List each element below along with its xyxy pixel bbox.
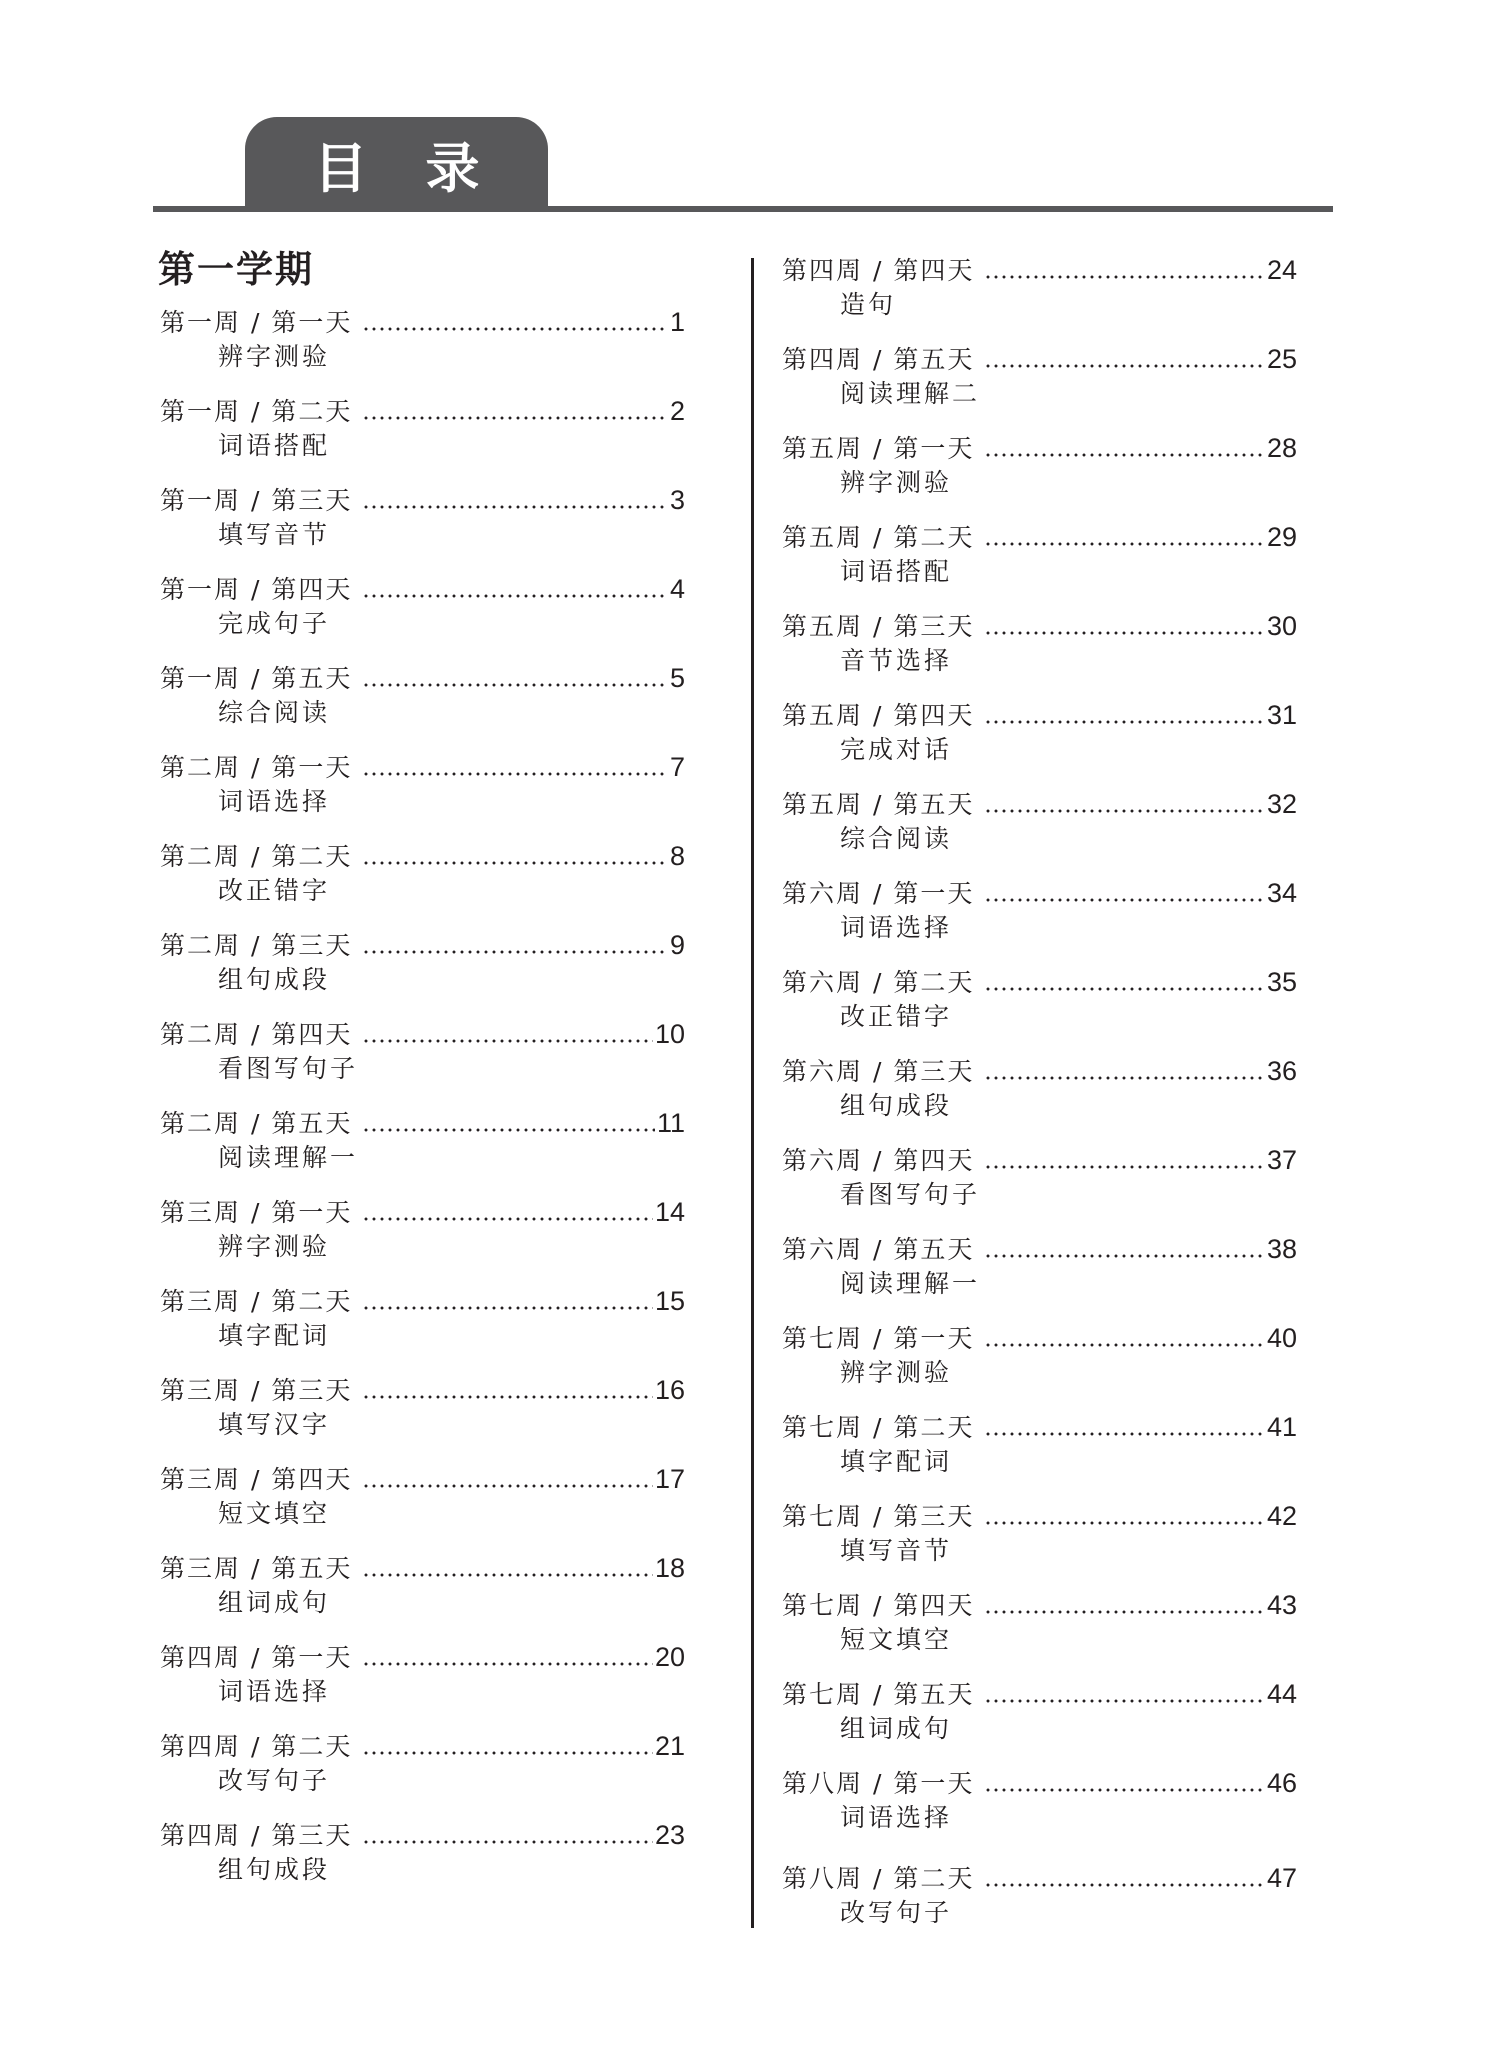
toc-header-tab: [245, 117, 548, 212]
toc-entry-heading: 第五周 / 第五天: [782, 790, 975, 819]
dot-leader: [362, 1484, 653, 1488]
toc-page-number: 44: [1266, 1679, 1297, 1709]
toc-entry[interactable]: [160, 1373, 685, 1462]
toc-entry[interactable]: [782, 1861, 1297, 1950]
toc-entry[interactable]: [160, 572, 685, 661]
toc-entry-line: [782, 342, 1297, 376]
dot-leader: [984, 542, 1265, 546]
section-title: 第一学期: [158, 248, 314, 291]
toc-page-number: 46: [1266, 1768, 1297, 1798]
toc-entry[interactable]: [160, 750, 685, 839]
dot-leader: [984, 809, 1265, 813]
toc-entry[interactable]: [160, 394, 685, 483]
toc-entry-line: [782, 1410, 1297, 1444]
toc-page-number: 11: [656, 1108, 685, 1138]
toc-entry-subtitle: 辨字测验: [218, 1232, 331, 1261]
toc-entry-line: [782, 609, 1297, 643]
toc-entry-line: [782, 965, 1297, 999]
toc-entry[interactable]: [782, 431, 1297, 520]
toc-entry-subtitle: 填字配词: [840, 1447, 953, 1476]
toc-page-number: 41: [1266, 1412, 1297, 1442]
dot-leader: [984, 1521, 1265, 1525]
toc-entry-subtitle: 组词成句: [840, 1714, 953, 1743]
dot-leader: [362, 1573, 653, 1577]
toc-entry-subtitle: 改写句子: [218, 1766, 331, 1795]
toc-page-number: 7: [669, 752, 685, 782]
toc-entry-subtitle: 辨字测验: [840, 468, 953, 497]
toc-page-number: 21: [654, 1731, 685, 1761]
dot-leader: [362, 772, 668, 776]
toc-entry-line: [782, 253, 1297, 287]
toc-entry-subtitle: 词语搭配: [840, 557, 953, 586]
toc-entry-subtitle: 填写音节: [840, 1536, 953, 1565]
toc-entry-heading: 第五周 / 第一天: [782, 434, 975, 463]
toc-entry-line: [160, 1373, 685, 1407]
toc-entry[interactable]: [782, 253, 1297, 342]
toc-entry-line: [160, 1729, 685, 1763]
dot-leader: [362, 1840, 653, 1844]
toc-entry-heading: 第七周 / 第三天: [782, 1502, 975, 1531]
toc-entry[interactable]: [782, 609, 1297, 698]
toc-entry-subtitle: 改正错字: [840, 1002, 953, 1031]
toc-page-number: 17: [654, 1464, 685, 1494]
dot-leader: [362, 1751, 653, 1755]
toc-entry[interactable]: [782, 1766, 1297, 1855]
toc-entry-heading: 第二周 / 第一天: [160, 753, 353, 782]
toc-entry-subtitle: 组词成句: [218, 1588, 331, 1617]
toc-entry-subtitle: 词语搭配: [218, 431, 331, 460]
toc-entry-subtitle: 看图写句子: [218, 1054, 359, 1083]
toc-page-number: 15: [654, 1286, 685, 1316]
toc-entry-line: [782, 1677, 1297, 1711]
toc-entry-subtitle: 阅读理解二: [840, 379, 981, 408]
dot-leader: [362, 1395, 653, 1399]
toc-entry-line: [782, 520, 1297, 554]
toc-entry-subtitle: 辨字测验: [840, 1358, 953, 1387]
toc-entry[interactable]: [160, 305, 685, 394]
toc-entry-heading: 第二周 / 第三天: [160, 931, 353, 960]
dot-leader: [362, 416, 668, 420]
toc-entry-heading: 第四周 / 第五天: [782, 345, 975, 374]
toc-entry-subtitle: 完成对话: [840, 735, 953, 764]
toc-entry[interactable]: [782, 1588, 1297, 1677]
toc-entry[interactable]: [160, 1462, 685, 1551]
dot-leader: [984, 1788, 1265, 1792]
toc-entry[interactable]: [782, 1143, 1297, 1232]
dot-leader: [362, 861, 668, 865]
toc-entry-line: [782, 1321, 1297, 1355]
toc-page-number: 16: [654, 1375, 685, 1405]
dot-leader: [984, 1343, 1265, 1347]
toc-entry-line: [782, 1499, 1297, 1533]
toc-entry-heading: 第一周 / 第五天: [160, 664, 353, 693]
toc-entry-line: [160, 1106, 685, 1140]
toc-entry-line: [160, 1017, 685, 1051]
toc-entry[interactable]: [782, 965, 1297, 1054]
toc-entry-subtitle: 词语选择: [218, 787, 331, 816]
toc-page-number: 9: [669, 930, 685, 960]
toc-entry-heading: 第五周 / 第四天: [782, 701, 975, 730]
toc-entry[interactable]: [782, 342, 1297, 431]
toc-page-number: 25: [1266, 344, 1297, 374]
toc-entry-heading: 第七周 / 第一天: [782, 1324, 975, 1353]
toc-entry[interactable]: [782, 1232, 1297, 1321]
toc-entry-heading: 第六周 / 第四天: [782, 1146, 975, 1175]
toc-entry[interactable]: [160, 1017, 685, 1106]
toc-entry-heading: 第一周 / 第三天: [160, 486, 353, 515]
toc-entry[interactable]: [160, 1640, 685, 1729]
toc-page-number: 8: [669, 841, 685, 871]
toc-page-number: 31: [1266, 700, 1297, 730]
toc-entry-heading: 第四周 / 第四天: [782, 256, 975, 285]
toc-entry-subtitle: 组句成段: [218, 965, 331, 994]
toc-page-number: 4: [669, 574, 685, 604]
dot-leader: [984, 898, 1265, 902]
toc-entry[interactable]: [782, 1054, 1297, 1143]
toc-entry-heading: 第五周 / 第二天: [782, 523, 975, 552]
toc-page-number: 42: [1266, 1501, 1297, 1531]
toc-entry-subtitle: 看图写句子: [840, 1180, 981, 1209]
toc-entry-heading: 第七周 / 第四天: [782, 1591, 975, 1620]
toc-entry-line: [782, 876, 1297, 910]
toc-page-number: 29: [1266, 522, 1297, 552]
dot-leader: [984, 1432, 1265, 1436]
dot-leader: [362, 1039, 653, 1043]
toc-entry-line: [782, 698, 1297, 732]
toc-entry-subtitle: 综合阅读: [840, 824, 953, 853]
toc-entry-subtitle: 词语选择: [218, 1677, 331, 1706]
toc-entry-subtitle: 填字配词: [218, 1321, 331, 1350]
dot-leader: [362, 683, 668, 687]
dot-leader: [984, 987, 1265, 991]
toc-entry-heading: 第六周 / 第一天: [782, 879, 975, 908]
toc-entry-subtitle: 综合阅读: [218, 698, 331, 727]
toc-entry[interactable]: [160, 1284, 685, 1373]
header-rule: [153, 206, 1333, 212]
toc-title: 目录: [313, 137, 538, 200]
toc-entry-heading: 第一周 / 第二天: [160, 397, 353, 426]
dot-leader: [362, 594, 668, 598]
toc-entry-heading: 第四周 / 第三天: [160, 1821, 353, 1850]
toc-page-number: 43: [1266, 1590, 1297, 1620]
toc-page-number: 28: [1266, 433, 1297, 463]
toc-entry-subtitle: 词语选择: [840, 913, 953, 942]
toc-page-number: 2: [669, 396, 685, 426]
toc-entry-line: [782, 1054, 1297, 1088]
toc-entry-heading: 第五周 / 第三天: [782, 612, 975, 641]
toc-page-number: 24: [1266, 255, 1297, 285]
toc-left-column: [160, 305, 685, 1907]
toc-entry-line: [782, 1861, 1297, 1895]
toc-entry-line: [782, 1143, 1297, 1177]
toc-page-number: 40: [1266, 1323, 1297, 1353]
toc-entry-line: [160, 1195, 685, 1229]
dot-leader: [984, 364, 1265, 368]
dot-leader: [362, 950, 668, 954]
toc-entry-subtitle: 改写句子: [840, 1898, 953, 1927]
toc-entry[interactable]: [160, 483, 685, 572]
dot-leader: [362, 505, 668, 509]
toc-entry[interactable]: [782, 1499, 1297, 1588]
toc-page-number: 20: [654, 1642, 685, 1672]
toc-page-number: 1: [669, 307, 685, 337]
toc-entry-heading: 第三周 / 第四天: [160, 1465, 353, 1494]
toc-entry-line: [782, 1588, 1297, 1622]
toc-entry-subtitle: 组句成段: [218, 1855, 331, 1884]
toc-entry-heading: 第三周 / 第三天: [160, 1376, 353, 1405]
toc-entry-line: [782, 1766, 1297, 1800]
toc-page-number: 34: [1266, 878, 1297, 908]
toc-entry-line: [160, 661, 685, 695]
toc-entry-subtitle: 造句: [840, 290, 897, 319]
dot-leader: [984, 1699, 1265, 1703]
toc-entry[interactable]: [160, 661, 685, 750]
dot-leader: [984, 1076, 1265, 1080]
toc-entry-heading: 第二周 / 第四天: [160, 1020, 353, 1049]
toc-page-number: 32: [1266, 789, 1297, 819]
dot-leader: [362, 327, 668, 331]
toc-entry[interactable]: [782, 787, 1297, 876]
toc-entry-line: [160, 1462, 685, 1496]
toc-entry-heading: 第七周 / 第五天: [782, 1680, 975, 1709]
toc-page-number: 10: [654, 1019, 685, 1049]
dot-leader: [984, 1610, 1265, 1614]
toc-entry-heading: 第四周 / 第一天: [160, 1643, 353, 1672]
toc-entry[interactable]: [782, 1410, 1297, 1499]
toc-entry-line: [160, 572, 685, 606]
toc-entry-subtitle: 短文填空: [218, 1499, 331, 1528]
toc-entry-line: [160, 839, 685, 873]
toc-entry[interactable]: [782, 1677, 1297, 1766]
toc-entry-heading: 第二周 / 第二天: [160, 842, 353, 871]
toc-entry-line: [160, 1818, 685, 1852]
toc-page-number: 38: [1266, 1234, 1297, 1264]
toc-entry-subtitle: 填写音节: [218, 520, 331, 549]
toc-entry-subtitle: 填写汉字: [218, 1410, 331, 1439]
toc-page-number: 18: [654, 1553, 685, 1583]
toc-entry-subtitle: 音节选择: [840, 646, 953, 675]
toc-entry-line: [782, 1232, 1297, 1266]
toc-entry-subtitle: 阅读理解一: [218, 1143, 359, 1172]
toc-entry-heading: 第二周 / 第五天: [160, 1109, 353, 1138]
toc-page-number: 3: [669, 485, 685, 515]
toc-entry[interactable]: [160, 1106, 685, 1195]
toc-entry-line: [160, 1284, 685, 1318]
dot-leader: [984, 275, 1265, 279]
column-divider: [751, 258, 754, 1928]
toc-entry[interactable]: [782, 520, 1297, 609]
toc-entry-subtitle: 词语选择: [840, 1803, 953, 1832]
dot-leader: [362, 1306, 653, 1310]
dot-leader: [362, 1217, 653, 1221]
toc-page-number: 35: [1266, 967, 1297, 997]
toc-page-number: 37: [1266, 1145, 1297, 1175]
toc-entry-subtitle: 组句成段: [840, 1091, 953, 1120]
toc-entry[interactable]: [160, 1729, 685, 1818]
dot-leader: [984, 453, 1265, 457]
toc-entry-line: [160, 1640, 685, 1674]
dot-leader: [984, 631, 1265, 635]
toc-entry-subtitle: 短文填空: [840, 1625, 953, 1654]
toc-entry[interactable]: [160, 1195, 685, 1284]
toc-entry-heading: 第七周 / 第二天: [782, 1413, 975, 1442]
toc-entry[interactable]: [782, 1321, 1297, 1410]
toc-entry-heading: 第三周 / 第五天: [160, 1554, 353, 1583]
toc-entry-heading: 第八周 / 第二天: [782, 1864, 975, 1893]
dot-leader: [984, 1165, 1265, 1169]
toc-entry-heading: 第四周 / 第二天: [160, 1732, 353, 1761]
toc-entry-line: [160, 305, 685, 339]
toc-page-number: 5: [669, 663, 685, 693]
dot-leader: [984, 720, 1265, 724]
toc-entry-heading: 第三周 / 第二天: [160, 1287, 353, 1316]
toc-entry[interactable]: [160, 839, 685, 928]
toc-page-number: 47: [1266, 1863, 1297, 1893]
dot-leader: [362, 1662, 653, 1666]
toc-entry-heading: 第一周 / 第一天: [160, 308, 353, 337]
toc-entry-heading: 第六周 / 第三天: [782, 1057, 975, 1086]
toc-entry-subtitle: 改正错字: [218, 876, 331, 905]
toc-entry-line: [160, 394, 685, 428]
toc-entry-line: [160, 750, 685, 784]
toc-entry[interactable]: [160, 1551, 685, 1640]
toc-entry-line: [782, 431, 1297, 465]
toc-page-number: 30: [1266, 611, 1297, 641]
toc-entry-heading: 第八周 / 第一天: [782, 1769, 975, 1798]
toc-entry-heading: 第六周 / 第二天: [782, 968, 975, 997]
toc-entry-line: [782, 787, 1297, 821]
toc-entry-subtitle: 阅读理解一: [840, 1269, 981, 1298]
toc-entry-heading: 第六周 / 第五天: [782, 1235, 975, 1264]
toc-entry-heading: 第一周 / 第四天: [160, 575, 353, 604]
toc-entry[interactable]: [160, 928, 685, 1017]
toc-page-number: 14: [654, 1197, 685, 1227]
dot-leader: [984, 1254, 1265, 1258]
toc-entry[interactable]: [782, 876, 1297, 965]
toc-right-column: [782, 253, 1297, 1950]
toc-page-number: 36: [1266, 1056, 1297, 1086]
toc-entry[interactable]: [782, 698, 1297, 787]
toc-entry-subtitle: 完成句子: [218, 609, 331, 638]
toc-entry-line: [160, 483, 685, 517]
toc-entry-line: [160, 928, 685, 962]
toc-entry-subtitle: 辨字测验: [218, 342, 331, 371]
dot-leader: [362, 1128, 655, 1132]
toc-entry-line: [160, 1551, 685, 1585]
dot-leader: [984, 1883, 1265, 1887]
toc-entry-heading: 第三周 / 第一天: [160, 1198, 353, 1227]
toc-entry[interactable]: [160, 1818, 685, 1907]
toc-page-number: 23: [654, 1820, 685, 1850]
